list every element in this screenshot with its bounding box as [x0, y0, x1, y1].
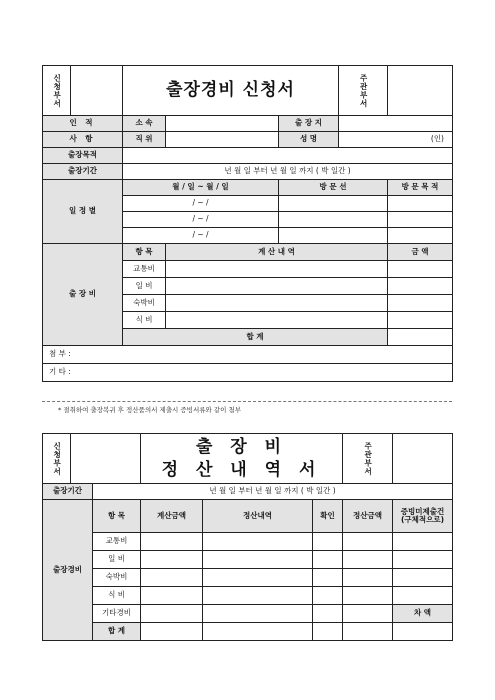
schedule-label: 일 정 별 — [43, 180, 123, 244]
settle-detail-field[interactable] — [203, 587, 313, 605]
settle-expense-label: 출장경비 — [43, 500, 93, 641]
settle-col-unsubmitted — [393, 500, 453, 533]
schedule-purpose-field[interactable] — [388, 228, 453, 244]
affiliation-field[interactable] — [166, 116, 279, 132]
schedule-date-field[interactable]: / ~ / — [123, 196, 279, 212]
purpose-field[interactable] — [123, 148, 453, 164]
supervising-dept-field-2[interactable] — [393, 434, 453, 484]
purpose-label: 출장목적 — [43, 148, 123, 164]
applicant-dept-field-2[interactable] — [71, 434, 141, 484]
exp-item-daily: 일 비 — [123, 278, 166, 295]
exp-amount-field[interactable] — [388, 278, 453, 295]
position-field[interactable] — [166, 132, 279, 148]
exp-item-transport: 교통비 — [123, 261, 166, 278]
applicant-dept-field[interactable] — [71, 66, 123, 116]
exp-col-detail: 계 산 내 역 — [166, 244, 388, 261]
settle-total-calc-field[interactable] — [141, 623, 203, 641]
period-label: 출장기간 — [43, 164, 123, 180]
other-field[interactable]: 기 타 : — [43, 364, 453, 382]
settle-confirm-field[interactable] — [313, 533, 343, 551]
applicant-dept-label-2: 신청부서 — [43, 434, 71, 484]
settle-confirm-field[interactable] — [313, 605, 343, 623]
settle-item-other: 기타경비 — [93, 605, 141, 623]
settle-total-confirm-field[interactable] — [313, 623, 343, 641]
settle-detail-field[interactable] — [203, 551, 313, 569]
settle-item-transport: 교통비 — [93, 533, 141, 551]
exp-detail-field[interactable] — [166, 278, 388, 295]
personal-info-label: 인 적 — [43, 116, 123, 132]
settle-col-confirm: 확인 — [313, 500, 343, 533]
form-title-2-line2: 정 산 내 역 서 — [161, 459, 322, 480]
period-field[interactable]: 년 월 일 부터 년 월 일 까지 ( 박 일간 ) — [123, 164, 453, 180]
settle-total-detail-field[interactable] — [203, 623, 313, 641]
settle-total-label: 합 계 — [93, 623, 141, 641]
period-label-2: 출장기간 — [43, 484, 93, 500]
period-field-2[interactable]: 년 월 일 부터 년 월 일 까지 ( 박 일간 ) — [93, 484, 453, 500]
settle-confirm-field[interactable] — [313, 569, 343, 587]
exp-item-meals: 식 비 — [123, 312, 166, 329]
exp-total-label: 합 계 — [123, 329, 388, 346]
settle-total-amount-field[interactable] — [343, 623, 393, 641]
expense-application-form — [42, 65, 453, 382]
settle-item-meals: 식 비 — [93, 587, 141, 605]
settle-calc-field[interactable] — [141, 533, 203, 551]
schedule-col-visit: 방 문 선 — [279, 180, 388, 196]
settle-detail-field[interactable] — [203, 605, 313, 623]
supervising-dept-label: 주관부서 — [339, 66, 388, 116]
schedule-visit-field[interactable] — [279, 228, 388, 244]
expense-settlement-form — [42, 433, 453, 641]
schedule-col-date: 월 / 일 ~ 월 / 일 — [123, 180, 279, 196]
settle-col-settle-amount: 정산금액 — [343, 500, 393, 533]
settle-col-calc-amount: 계산금액 — [141, 500, 203, 533]
supervising-dept-label-2: 주관부서 — [343, 434, 393, 484]
settle-amount-field[interactable] — [343, 569, 393, 587]
settle-col-unsubmitted-line2: (구체적으로) — [400, 515, 445, 524]
exp-amount-field[interactable] — [388, 295, 453, 312]
supervising-dept-field[interactable] — [388, 66, 453, 116]
settle-unsubmitted-field[interactable] — [393, 587, 453, 605]
exp-amount-field[interactable] — [388, 261, 453, 278]
settle-detail-field[interactable] — [203, 569, 313, 587]
position-label: 직 위 — [123, 132, 166, 148]
trip-place-field[interactable] — [339, 116, 453, 132]
schedule-date-field[interactable]: / ~ / — [123, 212, 279, 228]
form-title-2 — [141, 434, 343, 484]
settle-col-unsubmitted-line1: 증빙미제출건 — [400, 506, 445, 516]
schedule-date-field[interactable]: / ~ / — [123, 228, 279, 244]
settle-col-detail: 정산내역 — [203, 500, 313, 533]
settle-calc-field[interactable] — [141, 605, 203, 623]
exp-detail-field[interactable] — [166, 312, 388, 329]
settle-unsubmitted-field[interactable] — [393, 569, 453, 587]
attach-field[interactable]: 첨 부 : — [43, 346, 453, 364]
settle-item-lodging: 숙박비 — [93, 569, 141, 587]
exp-col-amount: 금 액 — [388, 244, 453, 261]
schedule-visit-field[interactable] — [279, 212, 388, 228]
exp-col-item: 항 목 — [123, 244, 166, 261]
cut-line — [42, 401, 452, 402]
affiliation-label: 소 속 — [123, 116, 166, 132]
exp-total-field[interactable] — [388, 329, 453, 346]
schedule-col-purpose: 방 문 목 적 — [388, 180, 453, 196]
exp-detail-field[interactable] — [166, 261, 388, 278]
settle-detail-field[interactable] — [203, 533, 313, 551]
seal-mark[interactable]: (인) — [339, 132, 453, 148]
exp-amount-field[interactable] — [388, 312, 453, 329]
schedule-purpose-field[interactable] — [388, 196, 453, 212]
cut-note: * 절취하여 출장복귀 후 정산품의서 제출시 증빙서류와 같이 첨부 — [58, 406, 242, 414]
expense-label: 출 장 비 — [43, 244, 123, 346]
settle-difference-field[interactable] — [393, 623, 453, 641]
settle-item-daily: 일 비 — [93, 551, 141, 569]
settle-amount-field[interactable] — [343, 587, 393, 605]
settle-confirm-field[interactable] — [313, 587, 343, 605]
matters-label: 사 항 — [43, 132, 123, 148]
settle-unsubmitted-field[interactable] — [393, 551, 453, 569]
settle-difference-label: 차 액 — [393, 605, 453, 623]
settle-calc-field[interactable] — [141, 569, 203, 587]
schedule-visit-field[interactable] — [279, 196, 388, 212]
exp-detail-field[interactable] — [166, 295, 388, 312]
settle-calc-field[interactable] — [141, 551, 203, 569]
settle-amount-field[interactable] — [343, 551, 393, 569]
applicant-dept-label: 신청부서 — [43, 66, 71, 116]
settle-col-item: 항 목 — [93, 500, 141, 533]
settle-confirm-field[interactable] — [313, 551, 343, 569]
trip-place-label: 출 장 지 — [279, 116, 339, 132]
settle-amount-field[interactable] — [343, 533, 393, 551]
exp-item-lodging: 숙박비 — [123, 295, 166, 312]
schedule-purpose-field[interactable] — [388, 212, 453, 228]
form-title-2-line1: 출 장 비 — [195, 436, 288, 457]
form-title: 출장경비 신청서 — [123, 66, 339, 116]
name-label: 성 명 — [279, 132, 339, 148]
settle-amount-field[interactable] — [343, 605, 393, 623]
settle-calc-field[interactable] — [141, 587, 203, 605]
settle-unsubmitted-field[interactable] — [393, 533, 453, 551]
